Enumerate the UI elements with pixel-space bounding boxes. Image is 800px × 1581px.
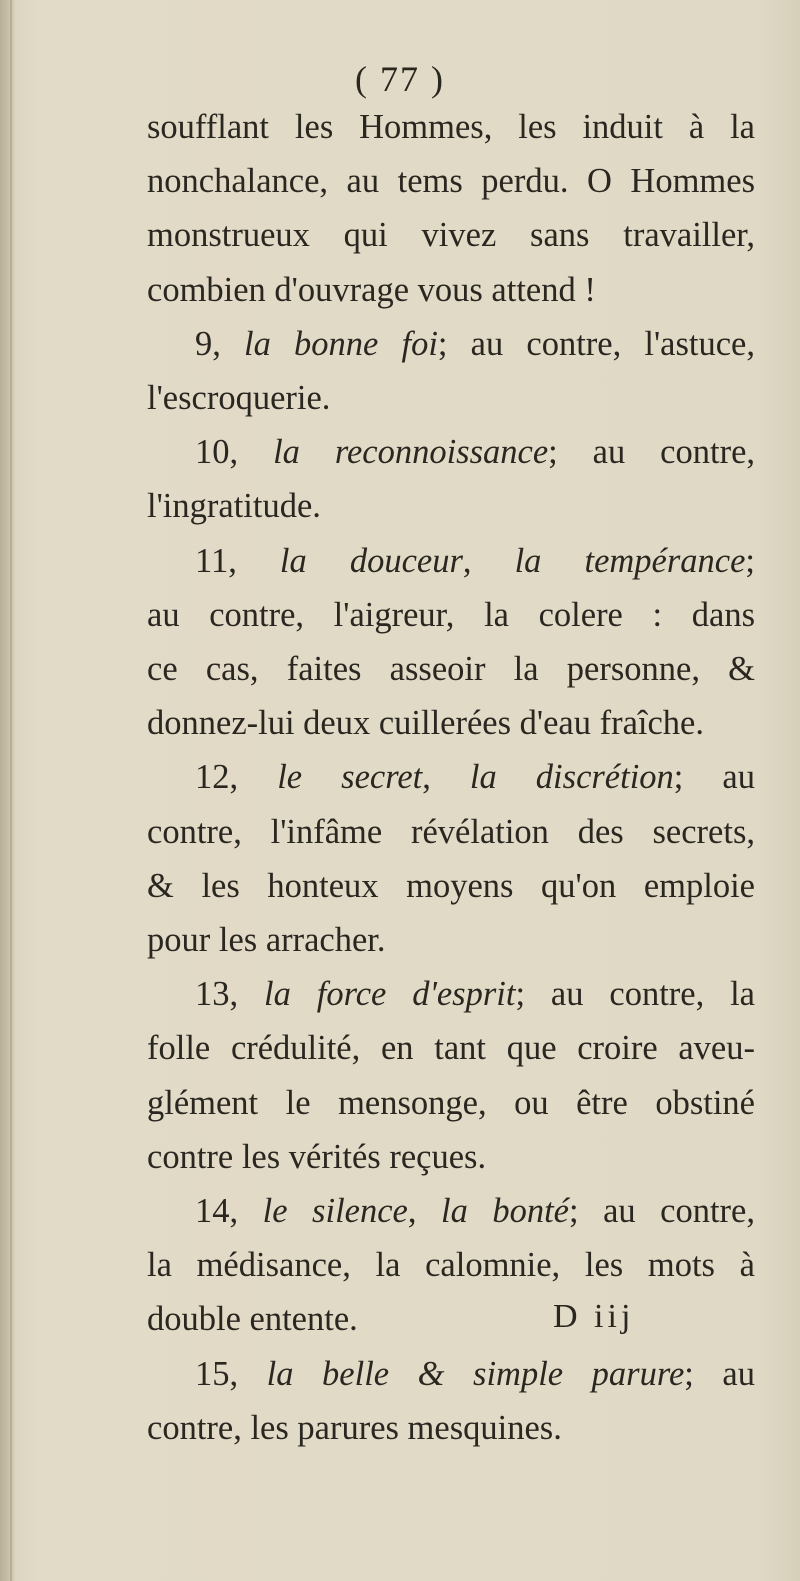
text-segment: l'escroquerie. [147,379,331,418]
italic-phrase: la force d'esprit [264,975,516,1014]
text-segment: l'ingratitude. [147,487,321,526]
text-segment: ; [745,541,756,580]
text-segment: nonchalance, au tems perdu. O Hommes [147,162,755,201]
body-text [147,100,755,1455]
text-segment: monstrueux qui vivez sans travailler, [147,216,755,255]
text-segment: ; au [684,1354,755,1393]
text-line [147,696,755,750]
text-line [147,588,755,642]
catchword: D iij [553,1298,635,1335]
text-line [147,479,755,533]
text-segment: glément le mensonge, ou être obstiné [147,1083,755,1122]
text-segment: 11, [195,541,280,580]
text-line [147,859,755,913]
text-line [147,154,755,208]
italic-phrase: la reconnoissance [273,433,549,472]
text-line [147,805,755,859]
text-segment: 9, [195,324,245,363]
text-line [147,263,755,317]
binding-line [10,0,12,1581]
text-segment: double entente. [147,1300,358,1339]
italic-phrase: la douceur [279,541,463,580]
text-segment: , [407,1192,441,1231]
text-segment: la médisance, la calomnie, les mots à [147,1246,755,1285]
text-segment: ; au contre, la [515,975,755,1014]
text-segment: , [462,541,515,580]
text-line [147,967,755,1021]
text-segment: 12, [195,758,278,797]
text-segment: folle crédulité, en tant que croire aveu- [147,1029,755,1068]
text-segment: ; au contre, l'astuce, [437,324,755,363]
text-line [147,1130,755,1184]
italic-phrase: la belle & simple parure [266,1354,685,1393]
page-number: ( 77 ) [355,59,445,99]
text-line [147,208,755,262]
text-segment: 15, [195,1354,267,1393]
text-segment: 14, [195,1192,263,1231]
text-line [147,425,755,479]
text-line [147,317,755,371]
text-segment: pour les arracher. [147,921,386,960]
text-segment: contre les vérités reçues. [147,1137,487,1176]
text-segment: au contre, l'aigreur, la colere : dans [147,595,755,634]
italic-phrase: la tempérance [514,541,746,580]
text-segment: contre, les parures mesquines. [147,1408,562,1447]
italic-phrase: la bonté [440,1192,569,1231]
text-segment: ; au contre, [568,1192,755,1231]
text-segment: ; au [673,758,755,797]
text-line [147,100,755,154]
text-line [147,371,755,425]
text-segment: combien d'ouvrage vous attend ! [147,270,596,309]
text-segment: , [422,758,470,797]
text-line [147,750,755,804]
text-segment: & les honteux moyens qu'on emploie [147,866,755,905]
text-segment: contre, l'infâme révélation des secrets, [147,812,755,851]
text-line [147,913,755,967]
text-segment: 10, [195,433,274,472]
text-line [147,534,755,588]
text-line [147,1076,755,1130]
text-segment: 13, [195,975,265,1014]
text-line [147,1401,755,1455]
text-segment: ; au contre, [548,433,756,472]
italic-phrase: la discrétion [469,758,674,797]
italic-phrase: la bonne foi [244,324,438,363]
text-line [147,1347,755,1401]
text-line [147,642,755,696]
text-segment: ce cas, faites asseoir la personne, & [147,650,755,689]
italic-phrase: le secret [277,758,423,797]
text-segment: soufflant les Hommes, les induit à la [147,108,755,146]
text-line [147,1021,755,1075]
text-line [147,1238,755,1292]
text-segment: donnez-lui deux cuillerées d'eau fraîche. [147,704,704,743]
text-line [147,1292,755,1346]
italic-phrase: le silence [262,1192,408,1231]
text-line [147,1184,755,1238]
